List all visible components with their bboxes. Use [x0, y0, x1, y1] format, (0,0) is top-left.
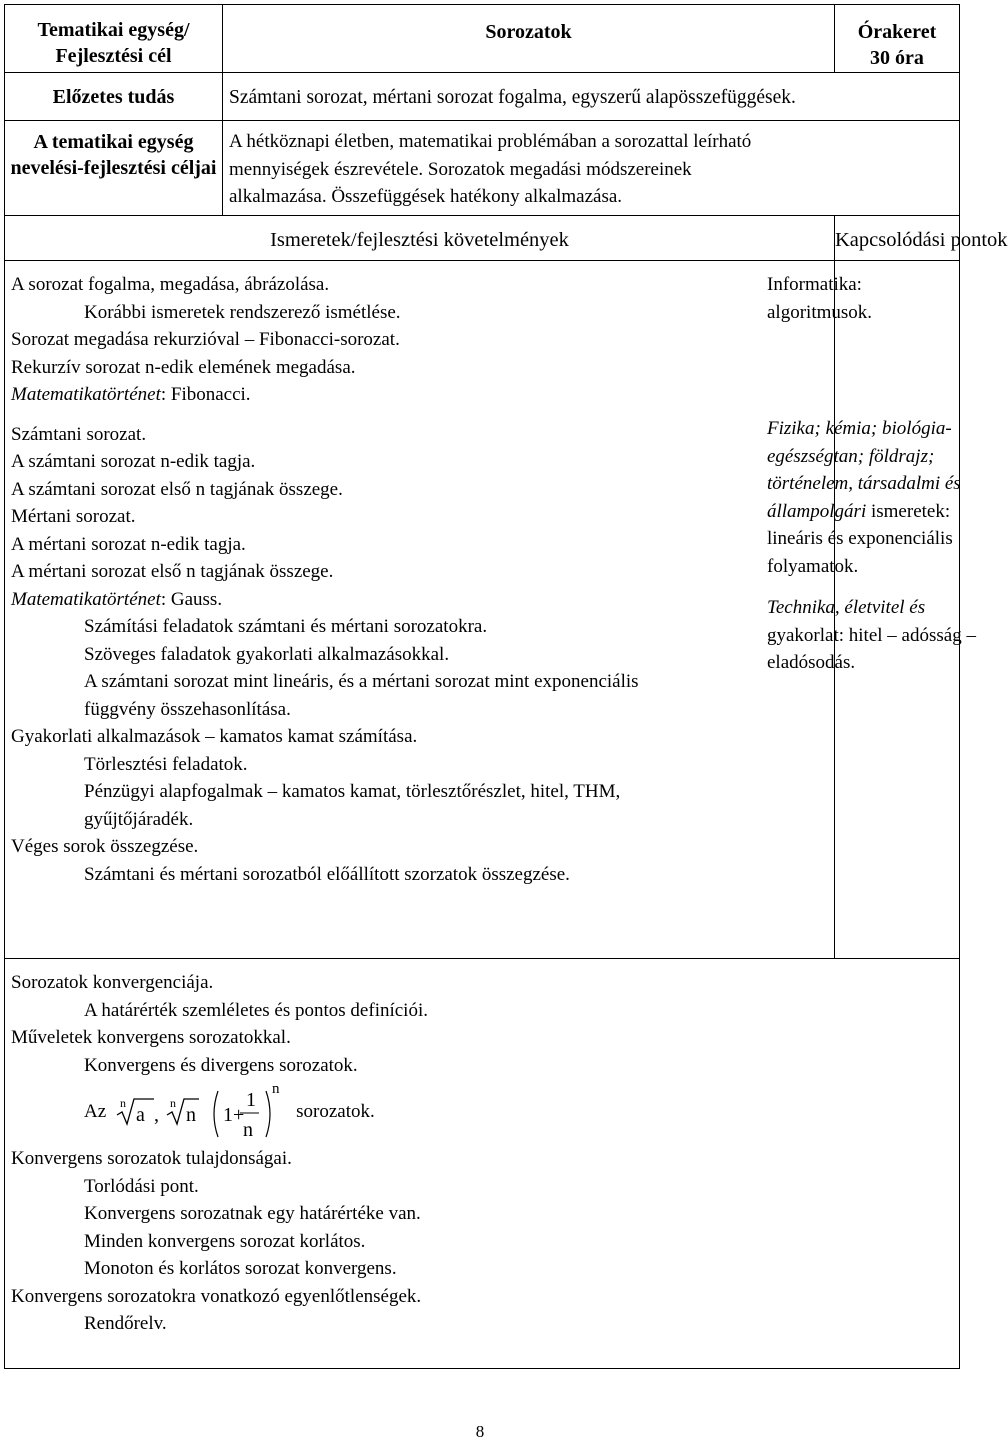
formula-suffix: sorozatok.	[296, 1101, 375, 1123]
req-line: Rekurzív sorozat n-edik elemének megadása.	[11, 356, 356, 378]
req-line: A számtani sorozat első n tagjának összege.	[11, 478, 343, 500]
header-hours-label: Órakeret	[857, 21, 937, 43]
history-text: : Gauss.	[160, 588, 223, 610]
req-line: Véges sorok összegzése.	[11, 836, 199, 857]
formula-line	[11, 1079, 953, 1145]
links-wrapper	[767, 271, 992, 677]
goals-line: alkalmazása. Összefüggések hatékony alkalmazása.	[229, 186, 623, 207]
links-cell	[767, 261, 976, 959]
convergence-cell	[5, 959, 960, 1369]
link-technology	[767, 594, 992, 677]
header-title: Sorozatok	[485, 21, 572, 43]
req-text: A számtani sorozat mint lineáris, és a mértani sorozat mint exponenciális függvény összehasonlítása.	[84, 671, 639, 720]
req-line: Korábbi ismeretek rendszerező ismétlése.	[84, 301, 401, 323]
conv-line: Minden konvergens sorozat korlátos.	[84, 1230, 366, 1252]
history-text: : Fibonacci.	[160, 384, 251, 405]
conv-line: Műveletek konvergens sorozatokkal.	[11, 1027, 291, 1048]
prereq-text: Számtani sorozat, mértani sorozat fogalma, egyszerű alapösszefüggések.	[223, 73, 960, 121]
req-line: A sorozat fogalma, megadása, ábrázolása.	[11, 274, 330, 295]
link-sciences	[767, 415, 992, 580]
req-line: Számítási feladatok számtani és mértani sorozatokra.	[84, 616, 488, 637]
column-header-left: Ismeretek/fejlesztési követelmények	[5, 216, 835, 261]
req-line: A számtani sorozat n-edik tagja.	[11, 451, 256, 472]
link-technology-text: gyakorlat: hitel – adósság – eladósodás.	[767, 624, 976, 673]
svg-text:a: a	[136, 1104, 146, 1126]
svg-text:1+: 1+	[223, 1104, 245, 1126]
requirements-cell	[5, 261, 835, 959]
history-label: Matematikatörténet	[11, 384, 161, 405]
header-hours-cell	[835, 5, 960, 73]
history-line	[11, 381, 828, 409]
header-hours-value: 30 óra	[870, 47, 924, 69]
req-line	[11, 668, 828, 723]
conv-line: Monoton és korlátos sorozat konvergens.	[84, 1258, 397, 1279]
req-line: Számtani sorozat.	[11, 423, 147, 445]
goals-label: A tematikai egység nevelési-fejlesztési céljai	[5, 121, 223, 216]
conv-line: Konvergens sorozatokra vonatkozó egyenlőtlenségek.	[11, 1285, 422, 1307]
req-line: Törlesztési feladatok.	[84, 753, 248, 775]
prereq-label: Előzetes tudás	[5, 73, 223, 121]
goals-line: A hétköznapi életben, matematikai problémában a sorozattal leírható	[229, 131, 752, 152]
history-line	[11, 586, 828, 614]
header-topic-cell	[5, 5, 223, 73]
conv-line: Sorozatok konvergenciája.	[11, 972, 214, 993]
req-text: Pénzügyi alapfogalmak – kamatos kamat, törlesztőrészlet, hitel, THM, gyűjtőjáradék.	[84, 781, 621, 830]
svg-text:n: n	[120, 1096, 127, 1110]
req-line: Gyakorlati alkalmazások – kamatos kamat számítása.	[11, 726, 418, 747]
svg-text:1: 1	[246, 1089, 257, 1111]
spacer	[11, 409, 828, 421]
page-number: 8	[475, 1422, 485, 1441]
req-line: A mértani sorozat első n tagjának összege.	[11, 561, 334, 582]
req-line	[11, 778, 828, 833]
header-topic-label: Tematikai egység/ Fejlesztési cél	[37, 19, 190, 67]
column-header-right: Kapcsolódási pontok	[835, 216, 960, 261]
link-technology-subject: Technika, életvitel és	[767, 597, 926, 618]
spacer	[767, 580, 992, 594]
req-line	[11, 861, 828, 889]
formula-prefix: Az	[84, 1101, 107, 1123]
req-line: Mértani sorozat.	[11, 506, 136, 527]
link-informatics: Informatika: algoritmusok.	[767, 274, 873, 323]
svg-text:n: n	[186, 1104, 197, 1126]
req-line: Szöveges faladatok gyakorlati alkalmazásokkal.	[84, 643, 450, 665]
req-line: A mértani sorozat n-edik tagja.	[11, 533, 246, 555]
svg-text:n: n	[272, 1081, 280, 1097]
link-sciences-subjects: Fizika; kémia; biológia-egészségtan; földrajz; történelem, társadalmi és állampolgári	[767, 418, 961, 522]
history-label: Matematikatörténet	[11, 588, 161, 610]
header-title-cell	[223, 5, 835, 73]
conv-line: Konvergens sorozatnak egy határértéke van.	[84, 1203, 421, 1224]
spacer	[767, 326, 992, 415]
conv-line: Konvergens és divergens sorozatok.	[84, 1054, 358, 1076]
req-line: Sorozat megadása rekurzióval – Fibonacci-sorozat.	[11, 329, 400, 350]
req-text: Számtani és mértani sorozatból előállított szorzatok összegzése.	[84, 863, 570, 885]
curriculum-table	[4, 4, 1008, 1369]
svg-text:,: ,	[154, 1104, 160, 1126]
conv-line: Konvergens sorozatok tulajdonságai.	[11, 1148, 292, 1169]
link-sciences-text: ismeretek: lineáris és exponenciális folyamatok.	[767, 500, 953, 577]
svg-text:n: n	[170, 1096, 177, 1110]
goals-text	[223, 121, 960, 216]
conv-line: Rendőrelv.	[84, 1313, 167, 1334]
svg-text:n: n	[243, 1119, 254, 1141]
goals-line: mennyiségek észrevétele. Sorozatok megadási módszereinek	[229, 158, 692, 180]
conv-line: A határérték szemléletes és pontos definíciói.	[84, 999, 428, 1021]
conv-line: Torlódási pont.	[84, 1175, 199, 1197]
